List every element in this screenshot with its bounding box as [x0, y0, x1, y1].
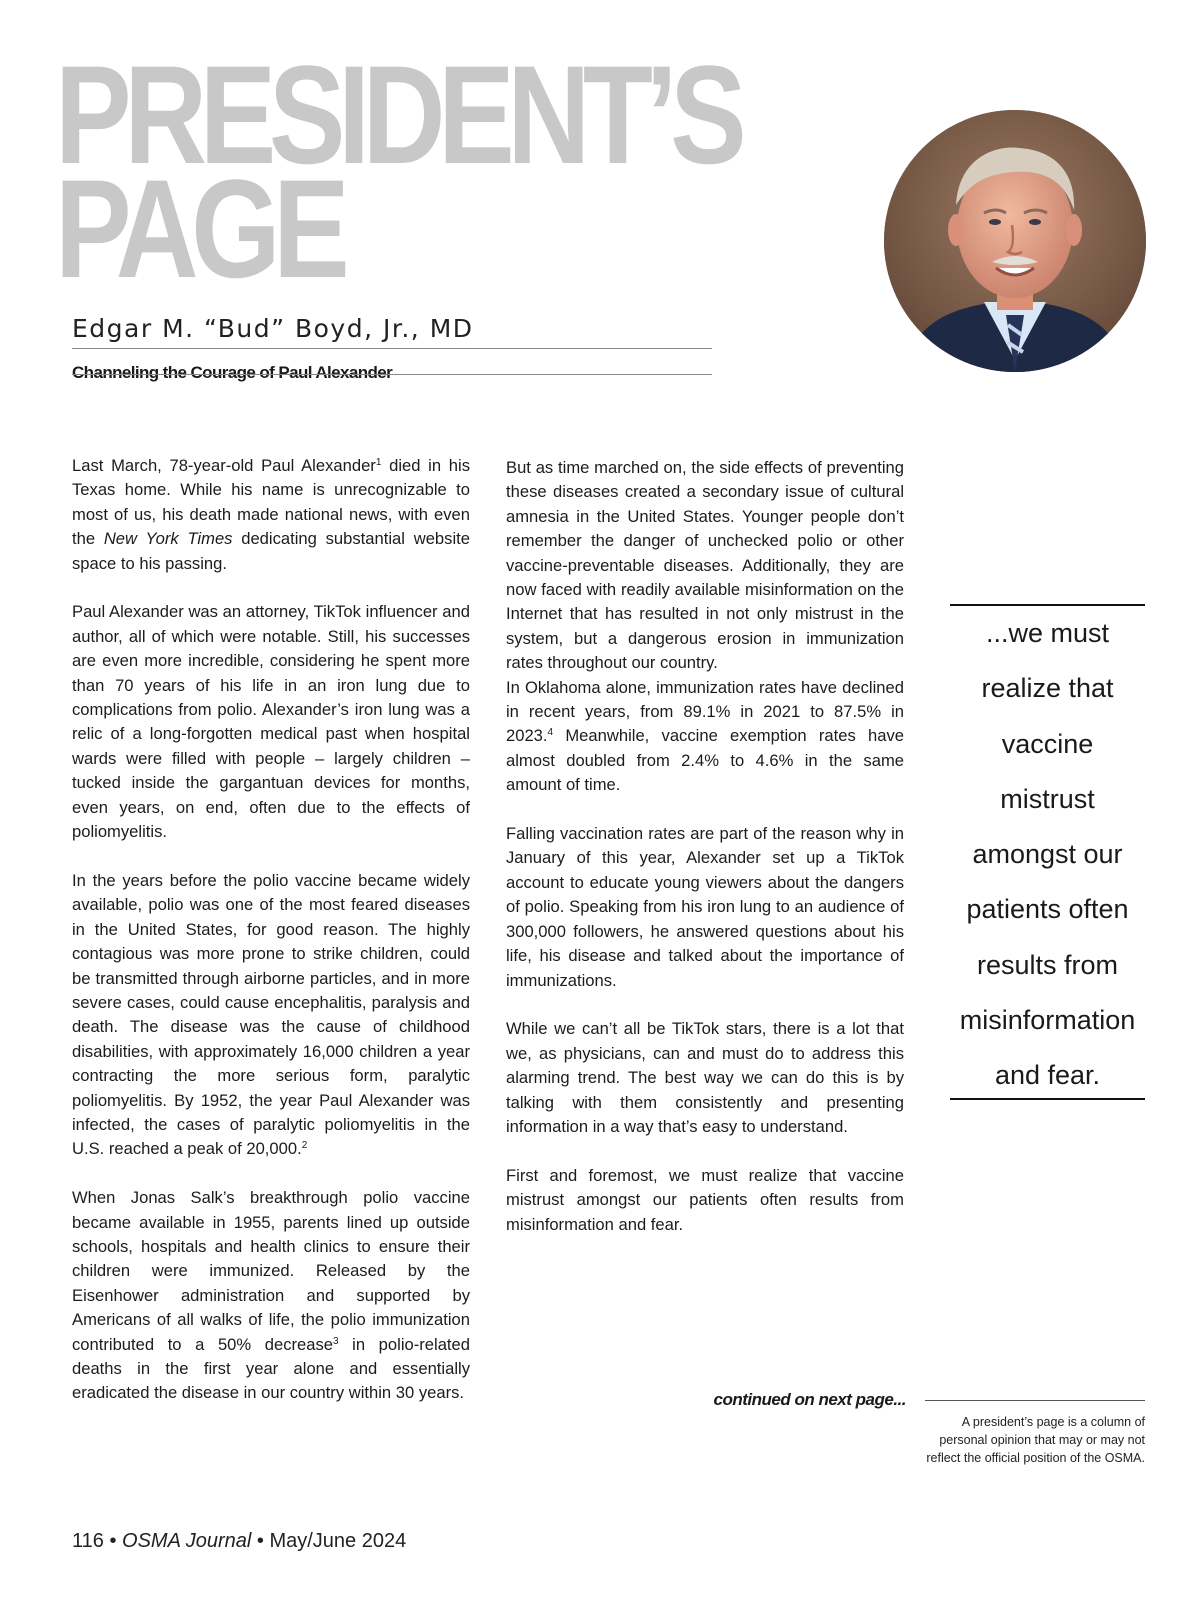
pull-quote-line: misinformation [959, 1005, 1136, 1036]
pull-quote-line: and fear. [994, 1060, 1101, 1091]
footer-separator: • [103, 1530, 123, 1552]
paragraph: When Jonas Salk’s breakthrough polio vaccine became available in 1955, parents lined up outside schools, hospitals and health clinics to ensure their children were immunized. Released by the Eisenhower administration and supported by Americans of all walks of life, the polio immunization contributed to a 50% decrease$^3$ in polio-related deaths in the first year alone and essentially eradicated the disease in our country within 30 years. [72, 1188, 470, 1403]
pull-quote-line: realize that [981, 673, 1114, 704]
page-number: 116 [72, 1530, 104, 1552]
paragraph: In Oklahoma alone, immunization rates have declined in recent years, from 89.1% in 2021 to 87.5% in 2023.$^4$ Meanwhile, vaccine exemption rates have almost doubled from 2.4% to 4.6% in the same amount of time. [506, 677, 904, 795]
disclaimer-text: A president’s page is a column of personal opinion that may or may not reflect the official position of the OSMA. [926, 1415, 1145, 1465]
pull-quote-line: ...we must [985, 618, 1110, 648]
paragraph: In the years before the polio vaccine became widely available, polio was one of the most feared diseases in the United States, for good reason. The highly contagious was more prone to strike children, could be transmitted through airborne particles, and in more severe cases, could cause encephalitis, paralysis and death. The disease was the cause of childhood disabilities, with approximately 16,000 children a year contracting the more serious form, paralytic poliomyelitis. By 1952, the year Paul Alexander was infected, the cases of paralytic poliomyelitis in the U.S. reached a peak of 20,000.$^2$ [72, 870, 470, 1159]
masthead-title [55, 36, 740, 307]
article-column-left [72, 454, 470, 1430]
masthead-line-1: PRESIDENT’S [55, 36, 740, 193]
pull-quote-line: mistrust [1000, 783, 1095, 814]
issue-date: May/June 2024 [269, 1530, 407, 1552]
header-divider-top [72, 348, 712, 349]
journal-name: OSMA Journal [122, 1530, 252, 1552]
paragraph: Falling vaccination rates are part of the reason why in January of this year, Alexander set up a TikTok account to educate young viewers about the dangers of polio. Speaking from his iron lung to an audience of 300,000 followers, he answered questions about his life, his disease and talked about the importance of immunizations. [506, 824, 904, 990]
footer-separator: • [251, 1530, 270, 1552]
author-portrait [884, 110, 1146, 372]
pull-quote-line: amongst our [972, 839, 1123, 870]
footnote-ref: 4 [547, 727, 554, 739]
portrait-photo [884, 110, 1146, 372]
pull-quote-line: patients often [966, 894, 1129, 925]
header-divider-bottom [72, 374, 712, 375]
footnote-ref: 3 [333, 1335, 339, 1347]
pull-quote-line: results from [976, 949, 1119, 980]
footnote-ref: 1 [375, 457, 382, 468]
paragraph: Paul Alexander was an attorney, TikTok influencer and author, all of which were notable. Still, his successes are even more incredible, considering he spent more than 70 years of his life in an iron lung due to complications from polio. Alexander’s iron lung was a relic of a long-forgotten medical past when hospital wards were filled with people – largely children – tucked inside the gargantuan devices for months, even years, on end, often due to the effects of poliomyelitis. [72, 602, 470, 842]
continued-note: continued on next page... [713, 1390, 906, 1409]
article-column-middle [506, 456, 904, 1261]
pull-quote [950, 604, 1145, 1100]
paragraph: Last March, 78-year-old Paul Alexander$^1$ died in his Texas home. While his name is unrecognizable to most of us, his death made national news, with even the New York Times dedicating substantial website space to his passing. [72, 456, 470, 573]
article-title: Channeling the Courage of Paul Alexander [72, 363, 393, 382]
publication-name: New York Times [103, 529, 233, 549]
author-name: Edgar M. “Bud” Boyd, Jr., MD [72, 314, 474, 343]
pull-quote-line: vaccine [1001, 728, 1094, 759]
disclaimer-divider [925, 1400, 1145, 1401]
masthead-line-2: PAGE [55, 150, 343, 307]
footnote-ref: 2 [301, 1140, 308, 1152]
paragraph: But as time marched on, the side effects of preventing these diseases created a secondary issue of cultural amnesia in the United States. Younger people don’t remember the danger of unchecked polio or other vaccine-preventable diseases. Additionally, they are now faced with readily available misinformation on the Internet that has resulted in not only mistrust in the system, but a dangerous erosion in immunization rates throughout our country. [506, 458, 904, 673]
paragraph: While we can’t all be TikTok stars, there is a lot that we, as physicians, can and must do to address this alarming trend. The best way we can do this is by talking with them consistently and presenting information in a way that’s easy to understand. [506, 1019, 904, 1136]
page-footer [72, 1530, 406, 1553]
paragraph: First and foremost, we must realize that vaccine mistrust amongst our patients often results from misinformation and fear. [506, 1165, 904, 1234]
